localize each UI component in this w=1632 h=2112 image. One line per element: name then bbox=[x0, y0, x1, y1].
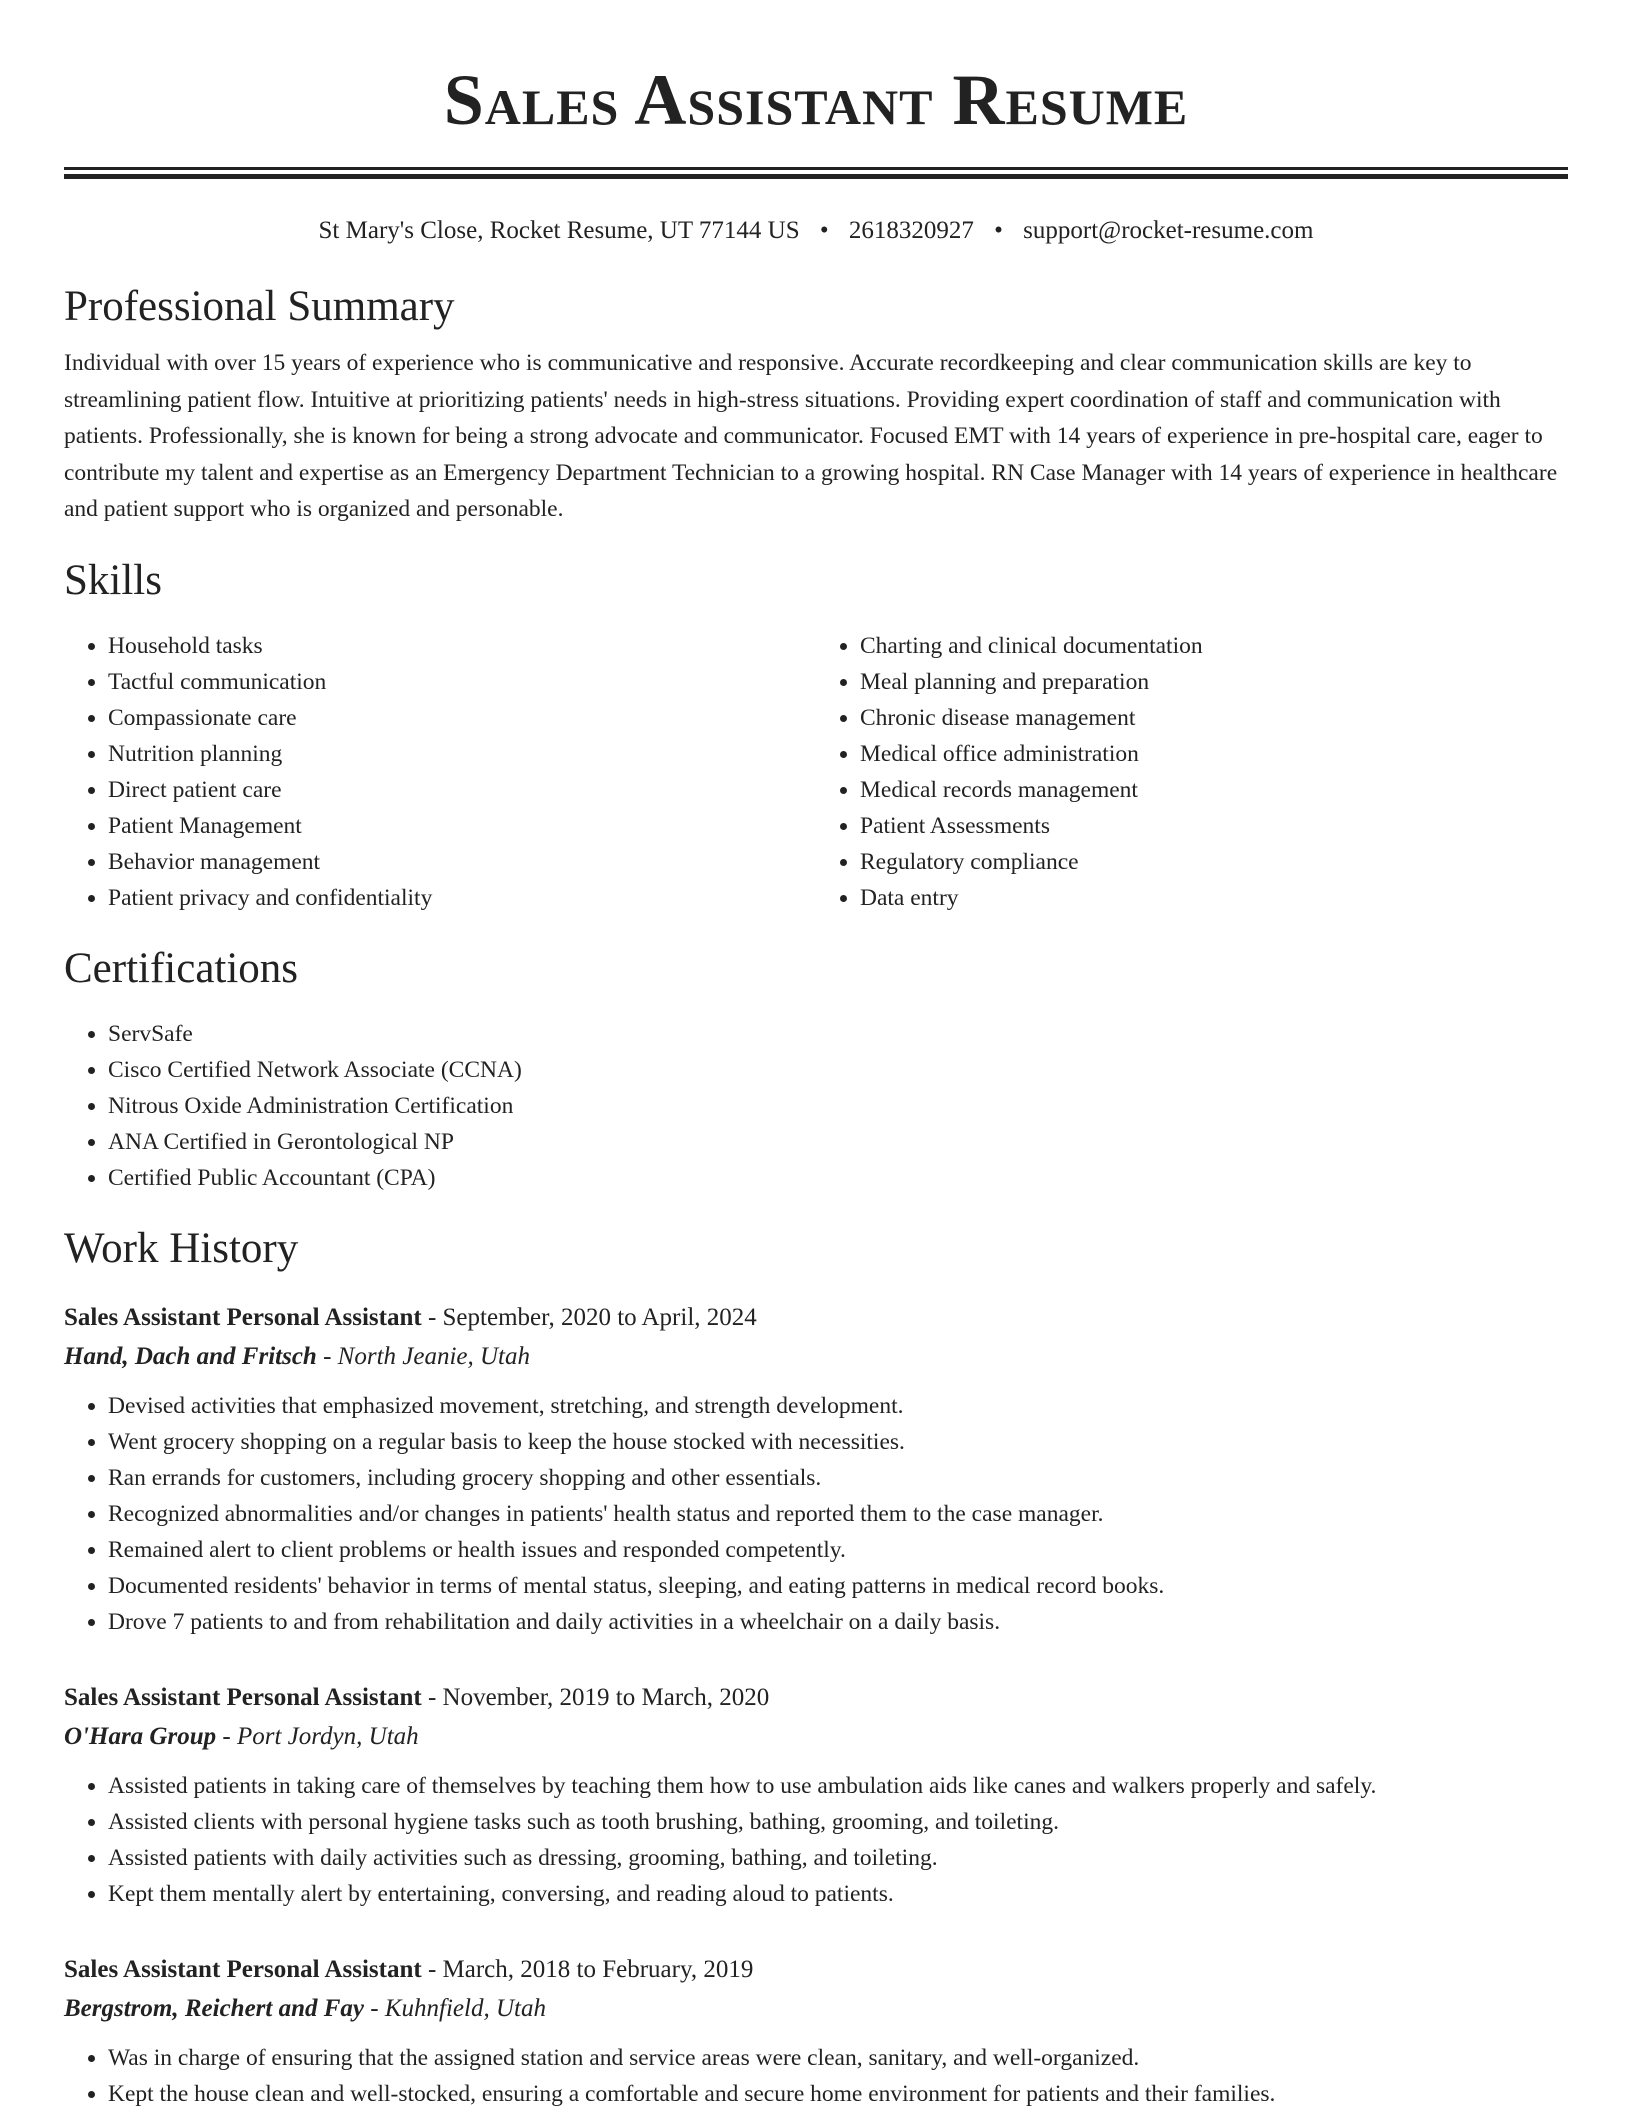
title-rule-bottom bbox=[64, 174, 1568, 179]
job-bullets bbox=[64, 2040, 1568, 2112]
skill-item: • Patient Management bbox=[108, 808, 816, 844]
skills-list-right bbox=[816, 628, 1568, 916]
certifications-heading: Certifications bbox=[64, 944, 299, 992]
job-header: Sales Assistant Personal Assistant - November, 2019 to March, 2020 bbox=[64, 1683, 770, 1711]
job-bullet: • Recognized abnormalities and/or changes in patients' health status and reported them to the case manager. bbox=[108, 1496, 1568, 1532]
job-bullet: • Assisted clients with personal hygiene tasks such as tooth brushing, bathing, grooming, and toileting. bbox=[108, 1804, 1568, 1840]
contact-separator: • bbox=[819, 217, 829, 244]
job-role: Sales Assistant Personal Assistant bbox=[64, 1955, 422, 1983]
skill-item: • Regulatory compliance bbox=[860, 844, 1568, 880]
job-entry bbox=[64, 1950, 1568, 2112]
work-history-heading: Work History bbox=[64, 1224, 299, 1272]
skill-item: • Medical office administration bbox=[860, 736, 1568, 772]
job-bullet: • Ran errands for customers, including grocery shopping and other essentials. bbox=[108, 1460, 1568, 1496]
skill-item: • Meal planning and preparation bbox=[860, 664, 1568, 700]
contact-address: St Mary's Close, Rocket Resume, UT 77144 US bbox=[318, 217, 800, 244]
certification-item: • ServSafe bbox=[108, 1016, 1568, 1052]
summary-text: Individual with over 15 years of experience who is communicative and responsive. Accurate recordkeeping and clear communication skills are key to streamlining patient flow. Intuitive at prioritizing patients' needs in high-stress situations. Providing expert coordination of staff and communication with patients. Professionally, she is known for being a strong advocate and communicator. Focused EMT with 14 years of experience in pre-hospital care, eager to contribute my talent and expertise as an Emergency Department Technician to a growing hospital. RN Case Manager with 14 years of experience in healthcare and patient support who is organized and personable. bbox=[64, 350, 1558, 522]
job-bullet: • Kept them mentally alert by entertaining, conversing, and reading aloud to patients. bbox=[108, 1876, 1568, 1912]
certifications-section bbox=[64, 944, 1568, 1196]
job-employer: O'Hara Group - Port Jordyn, Utah bbox=[64, 1722, 419, 1750]
contact-line bbox=[64, 213, 1568, 249]
job-bullet: • Devised activities that emphasized movement, stretching, and strength development. bbox=[108, 1388, 1568, 1424]
title-rule-top bbox=[64, 167, 1568, 170]
job-employer: Bergstrom, Reichert and Fay - Kuhnfield, Utah bbox=[64, 1994, 546, 2022]
skill-item: • Chronic disease management bbox=[860, 700, 1568, 736]
contact-email: support@rocket-resume.com bbox=[1023, 217, 1314, 244]
certification-item: • Cisco Certified Network Associate (CCNA) bbox=[108, 1052, 1568, 1088]
certifications-list bbox=[64, 1016, 1568, 1196]
job-bullet: • Was in charge of ensuring that the assigned station and service areas were clean, sanitary, and well-organized. bbox=[108, 2040, 1568, 2076]
job-bullet: • Remained alert to client problems or health issues and responded competently. bbox=[108, 1532, 1568, 1568]
certification-item: • Nitrous Oxide Administration Certification bbox=[108, 1088, 1568, 1124]
skills-list-left bbox=[64, 628, 816, 916]
job-bullets bbox=[64, 1768, 1568, 1912]
summary-section bbox=[64, 282, 1568, 528]
job-header: Sales Assistant Personal Assistant - March, 2018 to February, 2019 bbox=[64, 1955, 754, 1983]
job-bullet: • Drove 7 patients to and from rehabilitation and daily activities in a wheelchair on a daily basis. bbox=[108, 1604, 1568, 1640]
job-dates: November, 2019 to March, 2020 bbox=[442, 1683, 770, 1711]
job-entry bbox=[64, 1298, 1568, 1640]
resume-title: Sales Assistant Resume bbox=[443, 60, 1189, 140]
contact-separator: • bbox=[994, 217, 1003, 244]
job-bullet: • Kept the house clean and well-stocked, ensuring a comfortable and secure home environment for patients and their families. bbox=[108, 2076, 1568, 2112]
job-bullets bbox=[64, 1388, 1568, 1640]
skill-item: • Compassionate care bbox=[108, 700, 816, 736]
job-bullet: • Assisted patients with daily activities such as dressing, grooming, bathing, and toileting. bbox=[108, 1840, 1568, 1876]
skills-heading: Skills bbox=[64, 556, 162, 604]
skill-item: • Charting and clinical documentation bbox=[860, 628, 1568, 664]
skill-item: • Nutrition planning bbox=[108, 736, 816, 772]
job-dates: March, 2018 to February, 2019 bbox=[442, 1955, 754, 1983]
job-header: Sales Assistant Personal Assistant - September, 2020 to April, 2024 bbox=[64, 1303, 757, 1331]
skills-section bbox=[64, 556, 1568, 916]
job-bullet: • Assisted patients in taking care of themselves by teaching them how to use ambulation aids like canes and walkers properly and safely. bbox=[108, 1768, 1568, 1804]
skill-item: • Patient privacy and confidentiality bbox=[108, 880, 816, 916]
job-location: North Jeanie, Utah bbox=[337, 1342, 531, 1370]
job-company: Hand, Dach and Fritsch bbox=[64, 1342, 317, 1370]
skill-item: • Data entry bbox=[860, 880, 1568, 916]
contact-phone: 2618320927 bbox=[848, 217, 974, 244]
skill-item: • Household tasks bbox=[108, 628, 816, 664]
job-location: Kuhnfield, Utah bbox=[384, 1994, 546, 2022]
job-role: Sales Assistant Personal Assistant bbox=[64, 1303, 422, 1331]
job-company: O'Hara Group bbox=[64, 1722, 217, 1750]
job-company: Bergstrom, Reichert and Fay bbox=[64, 1994, 365, 2022]
skill-item: • Tactful communication bbox=[108, 664, 816, 700]
work-history-section bbox=[64, 1224, 1568, 2112]
skills-columns bbox=[64, 628, 1568, 916]
job-bullet: • Went grocery shopping on a regular basis to keep the house stocked with necessities. bbox=[108, 1424, 1568, 1460]
certification-item: • ANA Certified in Gerontological NP bbox=[108, 1124, 1568, 1160]
job-role: Sales Assistant Personal Assistant bbox=[64, 1683, 422, 1711]
job-entry bbox=[64, 1678, 1568, 1912]
job-dates: September, 2020 to April, 2024 bbox=[442, 1303, 757, 1331]
skill-item: • Behavior management bbox=[108, 844, 816, 880]
resume-page bbox=[64, 0, 1568, 2112]
job-employer: Hand, Dach and Fritsch - North Jeanie, Utah bbox=[64, 1342, 531, 1370]
summary-heading: Professional Summary bbox=[64, 283, 455, 330]
skill-item: • Medical records management bbox=[860, 772, 1568, 808]
job-bullet: • Documented residents' behavior in terms of mental status, sleeping, and eating patterns in medical record books. bbox=[108, 1568, 1568, 1604]
skill-item: • Direct patient care bbox=[108, 772, 816, 808]
job-location: Port Jordyn, Utah bbox=[236, 1722, 419, 1750]
certification-item: • Certified Public Accountant (CPA) bbox=[108, 1160, 1568, 1196]
skill-item: • Patient Assessments bbox=[860, 808, 1568, 844]
